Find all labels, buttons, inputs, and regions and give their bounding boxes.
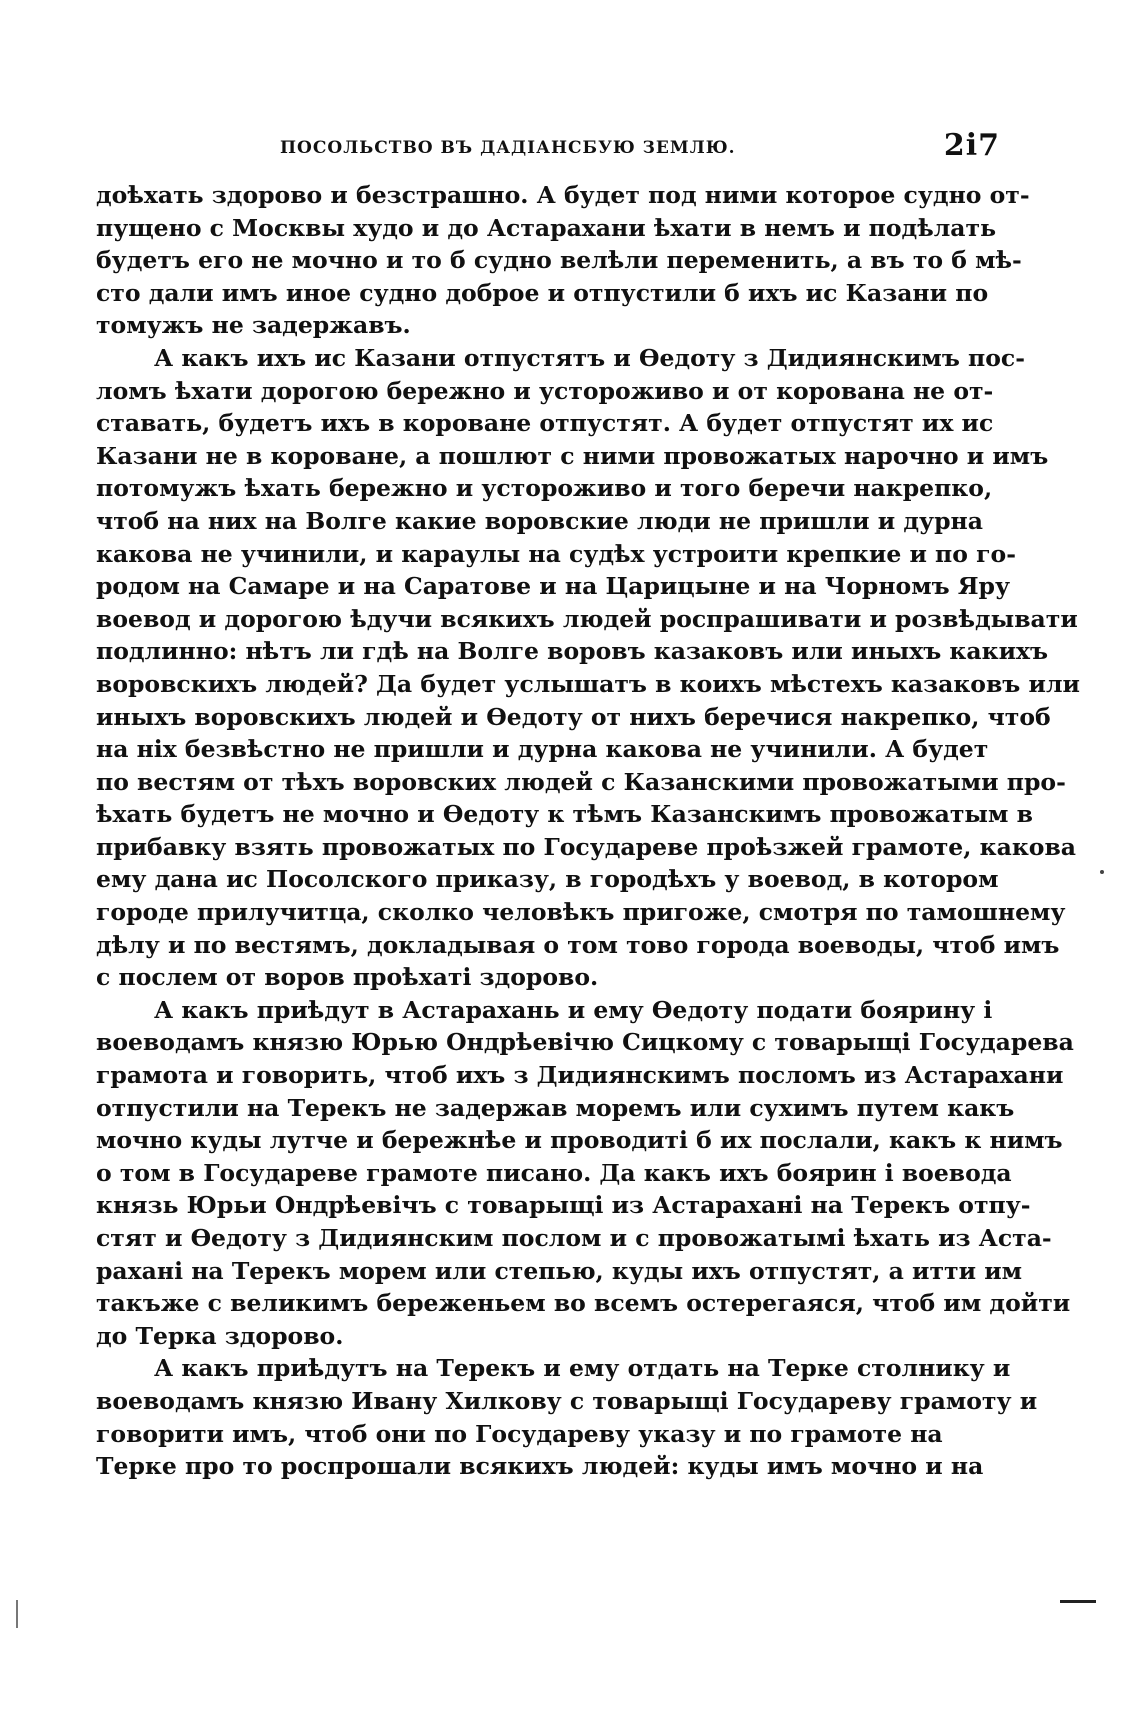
text-line: стят и Ѳедоту з Дидиянским послом и с провожатымі ѣхать из Аста- — [96, 1224, 1052, 1252]
text-line: прибавку взять провожатых по Государеве проѣзжей грамоте, какова — [96, 832, 1077, 861]
text-line: Казани не в корованe, а пошлют с ними провожатых нарочно и имъ — [96, 441, 1049, 470]
text-line: воевод и дорогою ѣдучи всякихъ людей роспрашивати и розвѣдывати — [96, 604, 1078, 633]
scan-dash-mark — [1060, 1600, 1096, 1603]
text-line: ему дана ис Посолского приказу, в городѣхъ у воевод, в котором — [96, 865, 999, 894]
text-line: городе прилучитца, сколко человѣкъ пригоже, смотря по тамошнему — [96, 898, 1066, 927]
paragraph-2 — [96, 342, 1080, 994]
text-line: до Терка здорово. — [96, 1321, 344, 1350]
text-line: потомужъ ѣхать бережно и устороживо и того беречи накрепко, — [96, 474, 993, 503]
running-title: ПОСОЛЬСТВО ВЪ ДАДІАНСБУЮ ЗЕМЛЮ. — [280, 138, 736, 158]
text-line: пущено с Москвы худо и до Астарахани ѣхати в немъ и подѣлать — [96, 213, 997, 242]
text-line: ставать, будетъ ихъ в корованe отпустят. А будет отпустят их ис — [96, 409, 994, 438]
text-line: воеводамъ князю Юрью Ондрѣевічю Сицкому с товарыщі Государева — [96, 1028, 1074, 1057]
text-line: будетъ его не мочно и то б судно велѣли переменить, а въ то б мѣ- — [96, 246, 1022, 275]
text-line: Терке про то роспрошали всякихъ людей: куды имъ мочно и на — [96, 1452, 984, 1481]
text-line: сто дали имъ иное судно доброе и отпустили б ихъ ис Казани по — [96, 278, 989, 307]
text-line: А какъ ихъ ис Казани отпустятъ и Ѳедоту з Дидиянскимъ пос- — [154, 343, 1025, 372]
text-line: ѣхать будетъ не мочно и Ѳедоту к тѣмъ Казанскимъ провожатым в — [96, 800, 1033, 829]
text-line: с послем от воров проѣхаті здорово. — [96, 963, 599, 992]
text-line: томужъ не задержавъ. — [96, 311, 411, 340]
text-line: какова не учинили, и караулы на судѣх устроити крепкие и по го- — [96, 539, 1016, 568]
text-line: говорити имъ, чтоб они по Государеву указу и по грамоте на — [96, 1419, 943, 1448]
page-number: 2ⅰ7 — [943, 128, 1000, 163]
text-line: воеводамъ князю Ивану Хилкову с товарыщі Государеву грамоту и — [96, 1386, 1038, 1415]
text-line: такъже с великимъ береженьем во всемъ остерегаяся, чтоб им дойти — [96, 1289, 1071, 1318]
text-line: о том в Государеве грамоте писано. Да какъ ихъ боярин і воевода — [96, 1158, 1012, 1187]
paragraph-1 — [96, 179, 1030, 342]
text-line: мочно куды лутче и бережнѣе и проводиті б их послали, какъ к нимъ — [96, 1126, 1063, 1155]
paragraph-3 — [96, 994, 1074, 1353]
text-line: отпустили на Терекъ не задержав моремъ или сухимъ путем какъ — [96, 1093, 1015, 1122]
text-line: родом на Самаре и на Саратове и на Царицыне и на Чорномъ Яру — [96, 572, 1011, 601]
body-text — [96, 179, 1080, 1483]
text-line: по вестям от тѣхъ воровских людей с Казанскими провожатыми про- — [96, 767, 1066, 796]
text-line: чтоб на них на Волге какие воровские люди не пришли и дурна — [96, 506, 983, 535]
text-line: князь Юрьи Ондрѣевічъ с товарыщі из Астарахані на Терекъ отпу- — [96, 1191, 1031, 1220]
text-line: А какъ приѣдут в Астарахань и ему Ѳедоту подати боярину і — [154, 995, 993, 1024]
paragraph-4 — [96, 1352, 1038, 1482]
text-line: дѣлу и по вестямъ, докладывая о том тово города воеводы, чтоб имъ — [96, 930, 1060, 959]
text-line: грамота и говорить, чтоб ихъ з Дидиянскимъ посломъ из Астарахани — [96, 1061, 1064, 1090]
running-head — [280, 128, 1000, 168]
text-line: доѣхать здорово и безстрашно. А будет под ними которое судно от- — [96, 181, 1030, 209]
scan-speck — [1100, 870, 1104, 874]
text-line: А какъ приѣдутъ на Терекъ и ему отдать на Терке столнику и — [154, 1354, 1011, 1383]
text-line: воровскихъ людей? Да будет услышатъ в коихъ мѣстехъ казаковъ или — [96, 669, 1080, 698]
text-line: рахані на Терекъ морем или степью, куды ихъ отпустят, а итти им — [96, 1256, 1023, 1285]
text-line: на ніх безвѣстно не пришли и дурна какова не учинили. А будет — [96, 735, 989, 764]
scan-edge-mark — [16, 1600, 18, 1628]
text-line: ломъ ѣхати дорогою бережно и устороживо и от корована не от- — [96, 376, 994, 405]
text-line: иныхъ воровскихъ людей и Ѳедоту от нихъ беречися накрепко, чтоб — [96, 702, 1051, 731]
text-line: подлинно: нѣтъ ли гдѣ на Волге воровъ казаковъ или иныхъ какихъ — [96, 637, 1049, 666]
